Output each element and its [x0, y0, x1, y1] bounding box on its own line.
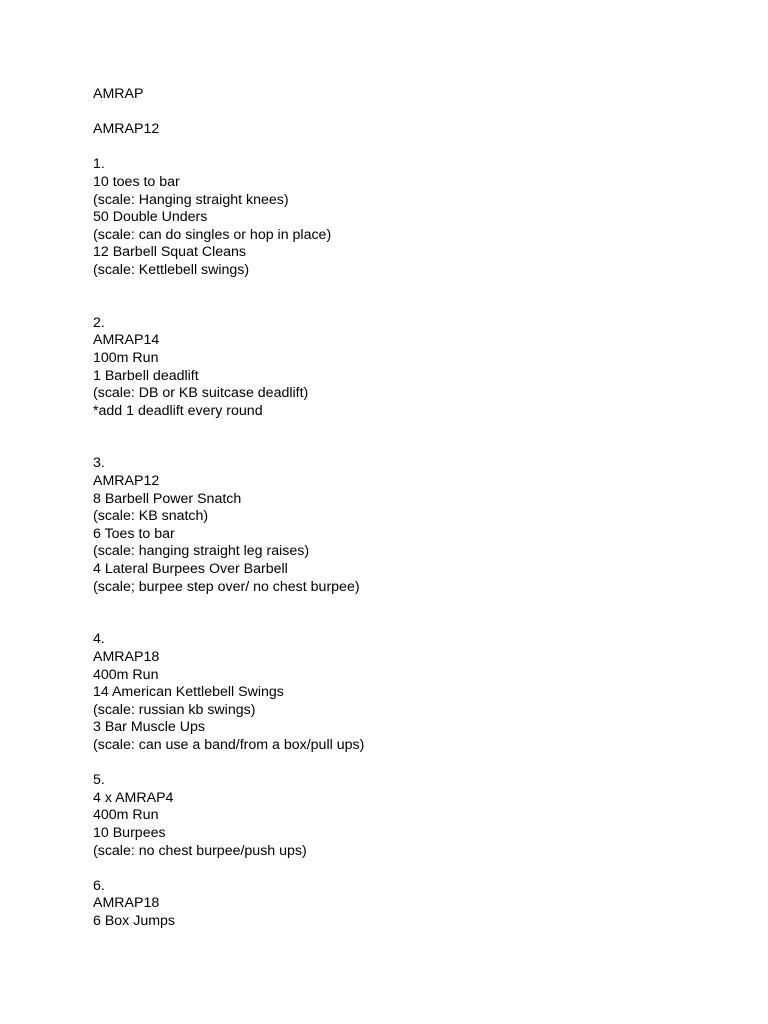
- workout-number: 1.: [93, 156, 105, 173]
- spacer: [93, 280, 733, 315]
- workout-line: (scale: hanging straight leg raises): [93, 543, 310, 560]
- workout-number: 4.: [93, 631, 105, 648]
- workout-number: 6.: [93, 877, 105, 894]
- workout-line: 3 Bar Muscle Ups: [93, 719, 205, 736]
- workout-3: [93, 455, 733, 596]
- workout-number: 2.: [93, 314, 105, 331]
- workout-line: 1 Barbell deadlift: [93, 367, 199, 384]
- workout-line: 10 toes to bar: [93, 173, 180, 190]
- workout-line: (scale: DB or KB suitcase deadlift): [93, 385, 309, 402]
- workout-1: [93, 156, 733, 279]
- workout-line: 8 Barbell Power Snatch: [93, 490, 242, 507]
- document-page: [93, 86, 733, 931]
- intro-workout-title: AMRAP12: [93, 121, 160, 138]
- workout-6: [93, 878, 733, 931]
- workout-line: 400m Run: [93, 807, 159, 824]
- workout-line: 6 Toes to bar: [93, 525, 175, 542]
- workout-line: 6 Box Jumps: [93, 912, 176, 929]
- workout-line: AMRAP14: [93, 332, 160, 349]
- workout-2: [93, 315, 733, 421]
- workout-line: (scale: can use a band/from a box/pull ups): [93, 736, 365, 753]
- spacer: [93, 139, 733, 157]
- spacer: [93, 104, 733, 122]
- workout-line: (scale; burpee step over/ no chest burpee): [93, 578, 360, 595]
- spacer: [93, 755, 733, 773]
- workout-line: 100m Run: [93, 349, 159, 366]
- workout-line: 400m Run: [93, 666, 159, 683]
- workout-4: [93, 631, 733, 754]
- workout-line: AMRAP18: [93, 649, 160, 665]
- workout-line: (scale: russian kb swings): [93, 701, 256, 718]
- workout-number: 3.: [93, 455, 105, 472]
- workout-line: 4 x AMRAP4: [93, 789, 174, 806]
- spacer: [93, 860, 733, 878]
- workout-number: 5.: [93, 772, 105, 789]
- workout-line: 4 Lateral Burpees Over Barbell: [93, 561, 288, 578]
- workout-line: *add 1 deadlift every round: [93, 402, 263, 419]
- workout-line: (scale: Kettlebell swings): [93, 261, 250, 278]
- workout-5: [93, 772, 733, 860]
- workout-line: AMRAP18: [93, 895, 160, 912]
- workout-line: (scale: KB snatch): [93, 508, 209, 525]
- workout-line: (scale: Hanging straight knees): [93, 191, 289, 208]
- spacer: [93, 596, 733, 631]
- document-heading: AMRAP: [93, 86, 144, 102]
- workout-line: 50 Double Unders: [93, 209, 208, 226]
- spacer: [93, 420, 733, 455]
- workout-line: 10 Burpees: [93, 824, 166, 841]
- workout-line: AMRAP12: [93, 473, 160, 490]
- workout-line: 12 Barbell Squat Cleans: [93, 244, 247, 261]
- workout-line: 14 American Kettlebell Swings: [93, 684, 284, 701]
- workout-line: (scale: can do singles or hop in place): [93, 226, 332, 243]
- workout-line: (scale: no chest burpee/push ups): [93, 842, 307, 859]
